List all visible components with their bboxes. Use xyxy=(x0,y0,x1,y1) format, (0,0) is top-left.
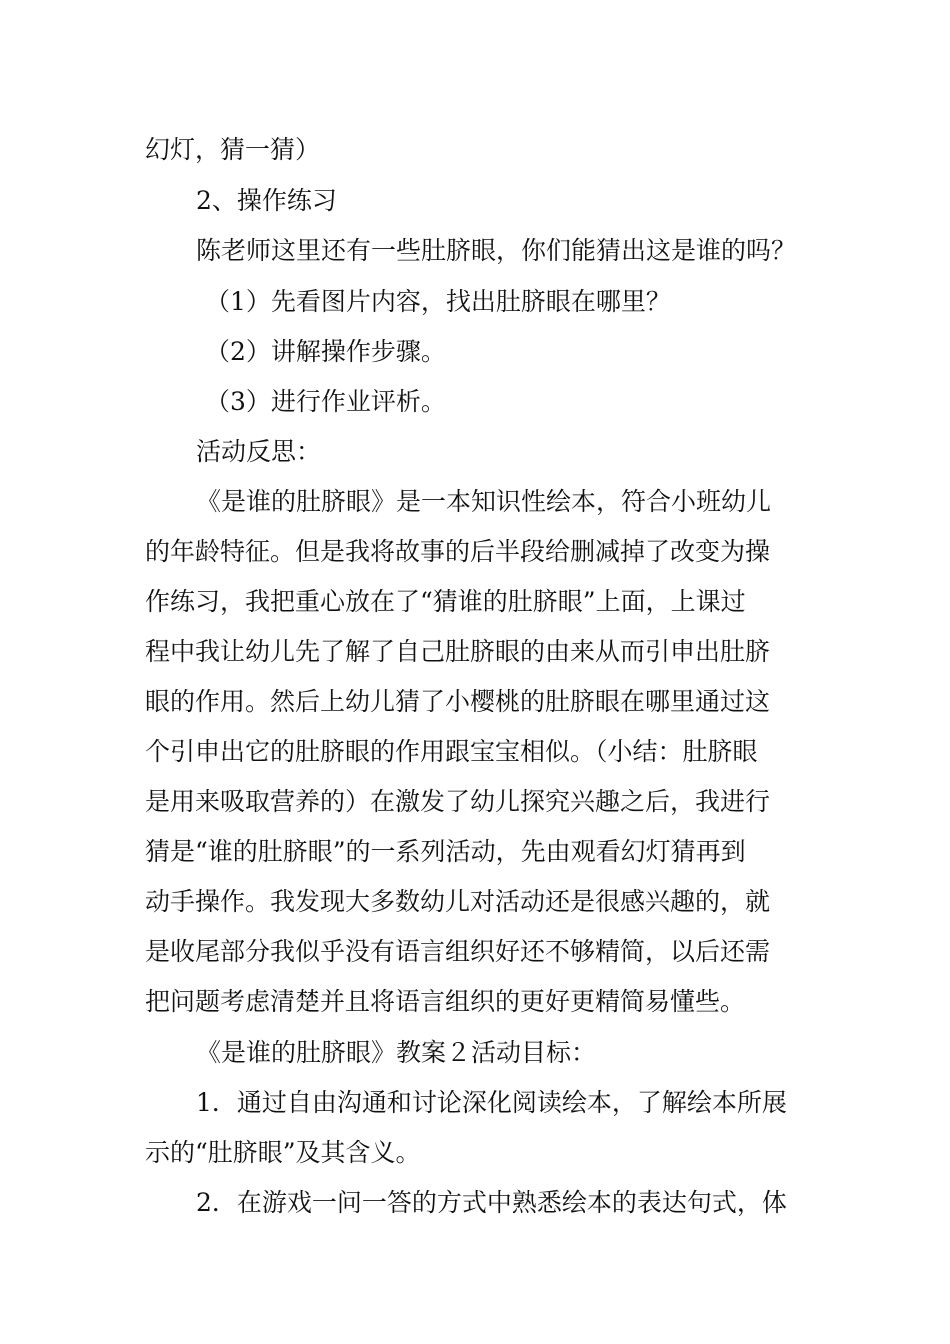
text-line: 猜是“谁的肚脐眼”的一系列活动，先由观看幻灯猜再到 xyxy=(145,837,746,866)
text-line: 幻灯，猜一猜） xyxy=(145,135,321,164)
text-line: 个引申出它的肚脐眼的作用跟宝宝相似。（小结：肚脐眼 xyxy=(145,737,758,766)
text-line: 眼的作用。然后上幼儿猜了小樱桃的肚脐眼在哪里通过这 xyxy=(145,687,771,716)
text-line: （3）进行作业评析。 xyxy=(205,387,446,416)
text-line: 是用来吸取营养的）在激发了幼儿探究兴趣之后，我进行 xyxy=(145,787,771,816)
text-line: 《是谁的肚脐眼》是一本知识性绘本，符合小班幼儿 xyxy=(196,487,772,516)
text-line: 2．在游戏一问一答的方式中熟悉绘本的表达句式，体 xyxy=(196,1188,787,1217)
text-line: 2、操作练习 xyxy=(196,186,337,215)
text-line: 作练习，我把重心放在了“猜谁的肚脐眼”上面，上课过 xyxy=(145,587,746,616)
text-line: （2）讲解操作步骤。 xyxy=(205,337,446,366)
text-line: 陈老师这里还有一些肚脐眼，你们能猜出这是谁的吗？ xyxy=(196,236,797,265)
text-line: 活动反思： xyxy=(196,437,322,466)
text-line: 是收尾部分我似乎没有语言组织好还不够精简，以后还需 xyxy=(145,937,771,966)
text-line: （1）先看图片内容，找出肚脐眼在哪里？ xyxy=(205,287,671,316)
text-line: 示的“肚脐眼”及其含义。 xyxy=(145,1138,421,1167)
text-line: 《是谁的肚脐眼》教案２活动目标： xyxy=(196,1038,597,1067)
text-line: 程中我让幼儿先了解了自己肚脐眼的由来从而引申出肚脐 xyxy=(145,637,771,666)
text-line: 的年龄特征。但是我将故事的后半段给删减掉了改变为操 xyxy=(145,537,771,566)
text-line: 动手操作。我发现大多数幼儿对活动还是很感兴趣的，就 xyxy=(145,887,771,916)
text-line: 把问题考虑清楚并且将语言组织的更好更精简易懂些。 xyxy=(145,987,746,1016)
text-line: 1．通过自由沟通和讨论深化阅读绘本，了解绘本所展 xyxy=(196,1088,787,1117)
